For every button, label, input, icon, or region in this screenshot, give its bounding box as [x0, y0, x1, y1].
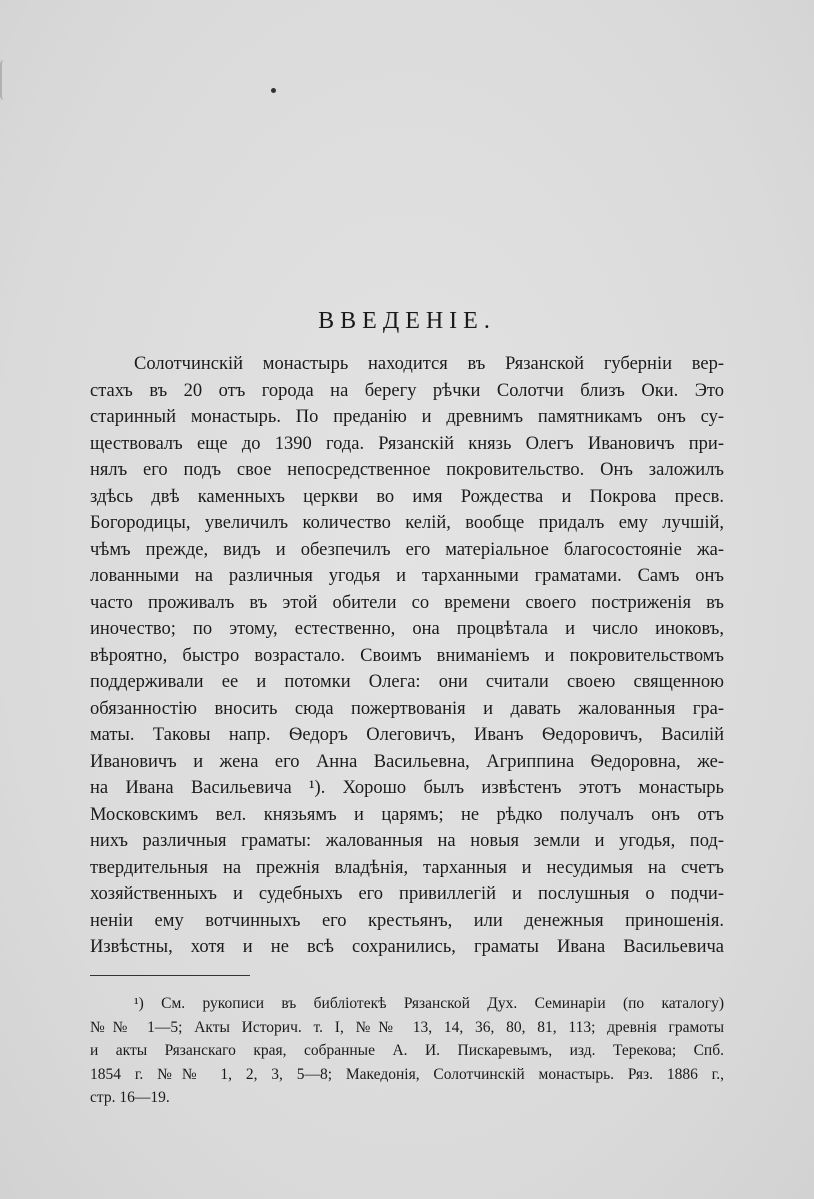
body-line: чѣмъ прежде, видъ и обезпечилъ его матеріальное благосостояніе жа- [90, 539, 724, 560]
footnote-line: №№ 1—5; Акты Историч. т. I, №№ 13, 14, 36, 80, 81, 113; древнія грамоты [90, 1018, 724, 1036]
page-title: ВВЕДЕНІЕ. [318, 308, 496, 334]
body-line: хозяйственныхъ и судебныхъ его привиллегій и послушныя о подчи- [90, 884, 724, 904]
body-line: Солотчинскій монастырь находится въ Рязанской губерніи вер- [134, 354, 724, 374]
body-line: иночество; по этому, естественно, она процвѣтала и число иноковъ, [90, 619, 724, 639]
body-line: лованными на различныя угодья и тарханными граматами. Самъ онъ [90, 566, 724, 586]
body-line: часто проживалъ въ этой обители со времени своего постриженія въ [90, 592, 724, 613]
body-line: старинный монастырь. По преданію и древнимъ памятникамъ онъ су- [90, 407, 724, 427]
body-line: твердительныя на прежнія владѣнія, тарханныя и несудимыя на счетъ [90, 857, 724, 878]
body-line: Московскимъ вел. князьямъ и царямъ; не рѣдко получалъ онъ отъ [90, 804, 724, 825]
body-line: нялъ его подъ свое непосредственное покровительство. Онъ заложилъ [90, 460, 724, 480]
ink-speck [271, 88, 276, 93]
body-line: маты. Таковы напр. Ѳедоръ Олеговичъ, Иванъ Ѳедоровичъ, Василій [90, 725, 724, 745]
page-binding-edge [0, 60, 8, 100]
body-line: на Ивана Васильевича ¹). Хорошо былъ извѣстенъ этотъ монастырь [90, 778, 724, 798]
body-line: Богородицы, увеличилъ количество келій, вообще придалъ ему лучшій, [90, 513, 724, 533]
body-line: стахъ въ 20 отъ города на берегу рѣчки Солотчи близъ Оки. Это [90, 380, 724, 401]
body-line: здѣсь двѣ каменныхъ церкви во имя Рождества и Покрова пресв. [90, 486, 724, 507]
body-line: нихъ различныя граматы: жалованныя на новыя земли и угодья, под- [90, 831, 724, 851]
footnote [90, 992, 724, 1110]
body-line: ществовалъ еще до 1390 года. Рязанскій князь Олегъ Ивановичъ при- [90, 433, 724, 454]
body-line: Ивановичъ и жена его Анна Васильевна, Агриппина Ѳедоровна, же- [90, 751, 724, 772]
body-line: вѣроятно, быстро возрастало. Своимъ вниманіемъ и покровительствомъ [90, 645, 724, 666]
body-line: неніи ему вотчинныхъ его крестьянъ, или денежныя приношенія. [90, 910, 724, 931]
body-line: поддерживали ее и потомки Олега: они считали своею священною [90, 672, 724, 692]
body-paragraph [90, 351, 724, 961]
footnote-line: стр. 16—19. [90, 1089, 170, 1106]
footnote-line: и акты Рязанскаго края, собранные А. И. Пискаревымъ, изд. Терекова; Спб. [90, 1042, 724, 1059]
footnote-separator [90, 975, 250, 976]
body-line: Извѣстны, хотя и не всѣ сохранились, граматы Ивана Васильевича [90, 937, 724, 957]
footnote-line: 1854 г. №№ 1, 2, 3, 5—8; Македонія, Солотчинскій монастырь. Ряз. 1886 г., [90, 1065, 724, 1083]
body-line: обязанностію вносить сюда пожертвованія и давать жалованныя гра- [90, 698, 724, 719]
footnote-line: ¹) См. рукописи въ библіотекѣ Рязанской Дух. Семинаріи (по каталогу) [134, 995, 724, 1012]
